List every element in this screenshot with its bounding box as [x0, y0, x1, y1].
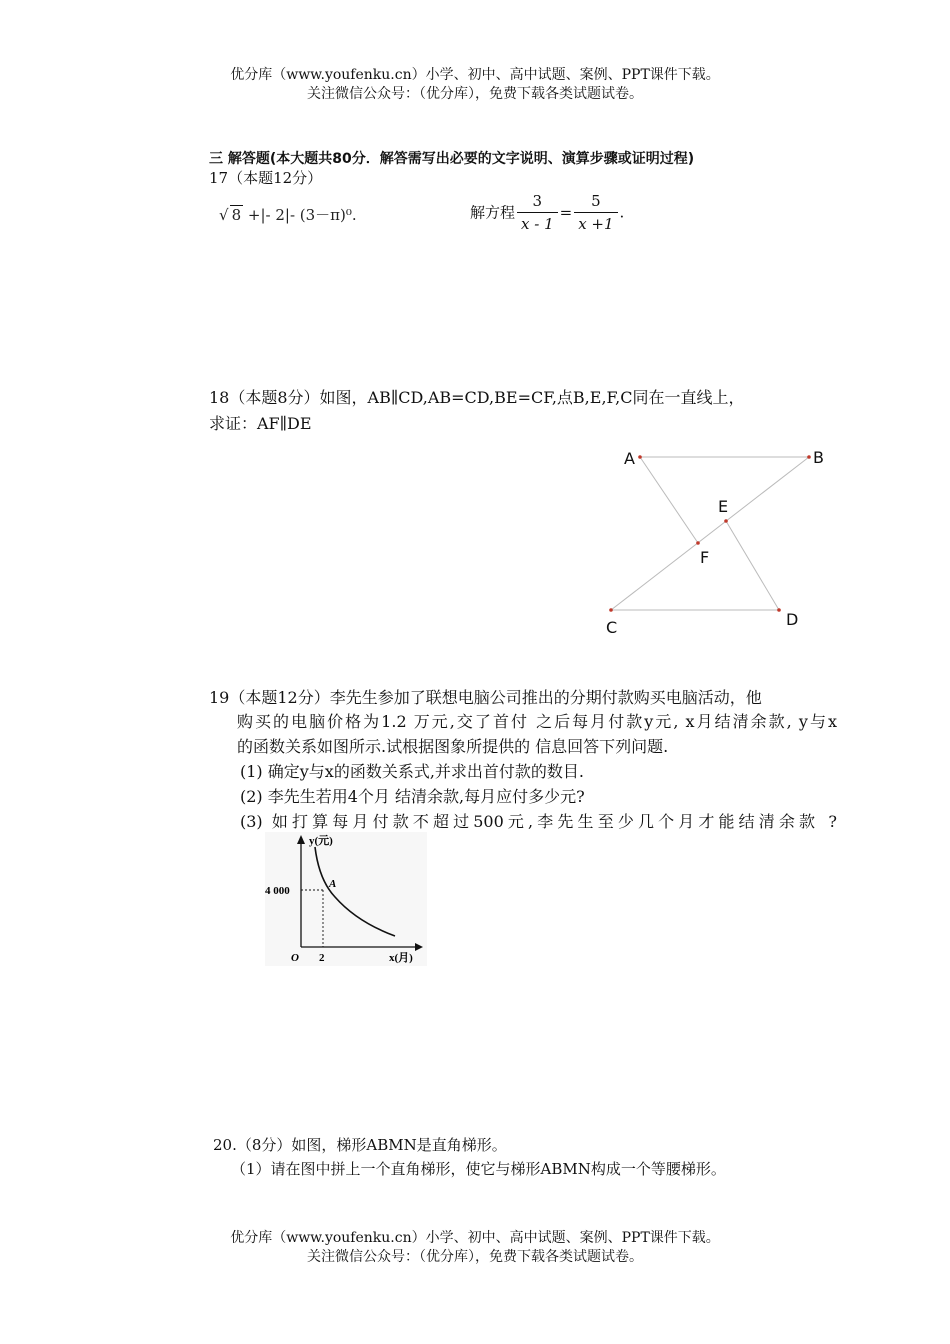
solve-prefix: 解方程 [470, 203, 516, 222]
q18-line-2: 求证：AF∥DE [209, 414, 312, 433]
label-b: B [813, 448, 824, 467]
expression-rest: +|- 2|- (3－π)⁰. [247, 206, 357, 224]
q19-item-2: (2) 李先生若用4个月 结清余款,每月应付多少元? [240, 787, 585, 806]
footer-line-2: 关注微信公众号：（优分库），免费下载各类试题试卷。 [307, 1249, 643, 1265]
q17-equation [470, 190, 624, 235]
q18-geometry-figure [590, 440, 840, 650]
q20-line-2: （1）请在图中拼上一个直角梯形，使它与梯形ABMN构成一个等腰梯形。 [231, 1160, 726, 1178]
q18-line-1: 18（本题8分）如图，AB∥CD,AB=CD,BE=CF,点B,E,F,C同在一直线上， [209, 388, 745, 407]
q19-item-1: (1) 确定y与x的函数关系式,并求出首付款的数目. [240, 762, 584, 781]
q19-line-1: 19（本题12分）李先生参加了联想电脑公司推出的分期付款购买电脑活动，他 [209, 688, 762, 707]
sqrt-radicand: 8 [231, 206, 242, 224]
point-f [696, 541, 700, 545]
point-c [609, 608, 613, 612]
fraction-right [574, 190, 617, 235]
fraction-left [517, 190, 558, 235]
q19-line-2: 购买的电脑价格为1.2 万元,交了首付 之后每月付款y元, x月结清余款, y与x [237, 712, 837, 731]
equation-period: . [619, 203, 625, 222]
point-a [638, 455, 642, 459]
fraction-left-numerator: 3 [517, 190, 558, 213]
label-d: D [786, 610, 799, 629]
graph-background [265, 832, 427, 966]
equals-sign: = [559, 203, 573, 222]
segment-bc [611, 457, 809, 610]
q20-line-1: 20.（8分）如图，梯形ABMN是直角梯形。 [213, 1136, 507, 1154]
header-line-2: 关注微信公众号：（优分库），免费下载各类试题试卷。 [307, 86, 643, 102]
q19-item-3: (3) 如打算每月付款不超过500元,李先生至少几个月才能结清余款 ? [240, 812, 837, 831]
point-d [777, 608, 781, 612]
segment-af [640, 457, 698, 543]
point-b [807, 455, 811, 459]
q17-expression [219, 204, 357, 226]
label-f: F [700, 548, 710, 567]
fraction-left-denominator: x - 1 [521, 215, 554, 233]
q19-line-3: 的函数关系如图所示.试根据图象所提供的 信息回答下列问题. [237, 737, 669, 756]
sqrt-symbol: √ [219, 206, 229, 224]
x-tick-label: 2 [319, 952, 325, 964]
point-e [724, 519, 728, 523]
q19-function-graph [265, 832, 427, 966]
x-axis-label: x(月) [389, 952, 413, 964]
label-e: E [718, 497, 729, 516]
y-axis-label: y(元) [309, 835, 333, 847]
section-title: 三 解答题(本大题共80分．解答需写出必要的文字说明、演算步骤或证明过程) [209, 151, 695, 167]
point-a-label: A [329, 878, 337, 890]
origin-label: O [291, 952, 299, 964]
footer-line-1: 优分库（www.youfenku.cn）小学、初中、高中试题、案例、PPT课件下载。 [230, 1230, 720, 1246]
label-a: A [624, 449, 635, 468]
label-c: C [606, 618, 618, 637]
fraction-right-numerator: 5 [574, 190, 617, 213]
header-line-1: 优分库（www.youfenku.cn）小学、初中、高中试题、案例、PPT课件下载。 [230, 67, 720, 83]
y-tick-label: 4 000 [265, 885, 290, 897]
segment-de [726, 521, 779, 610]
q17-heading: 17（本题12分） [209, 169, 323, 187]
fraction-right-denominator: x +1 [578, 215, 614, 233]
